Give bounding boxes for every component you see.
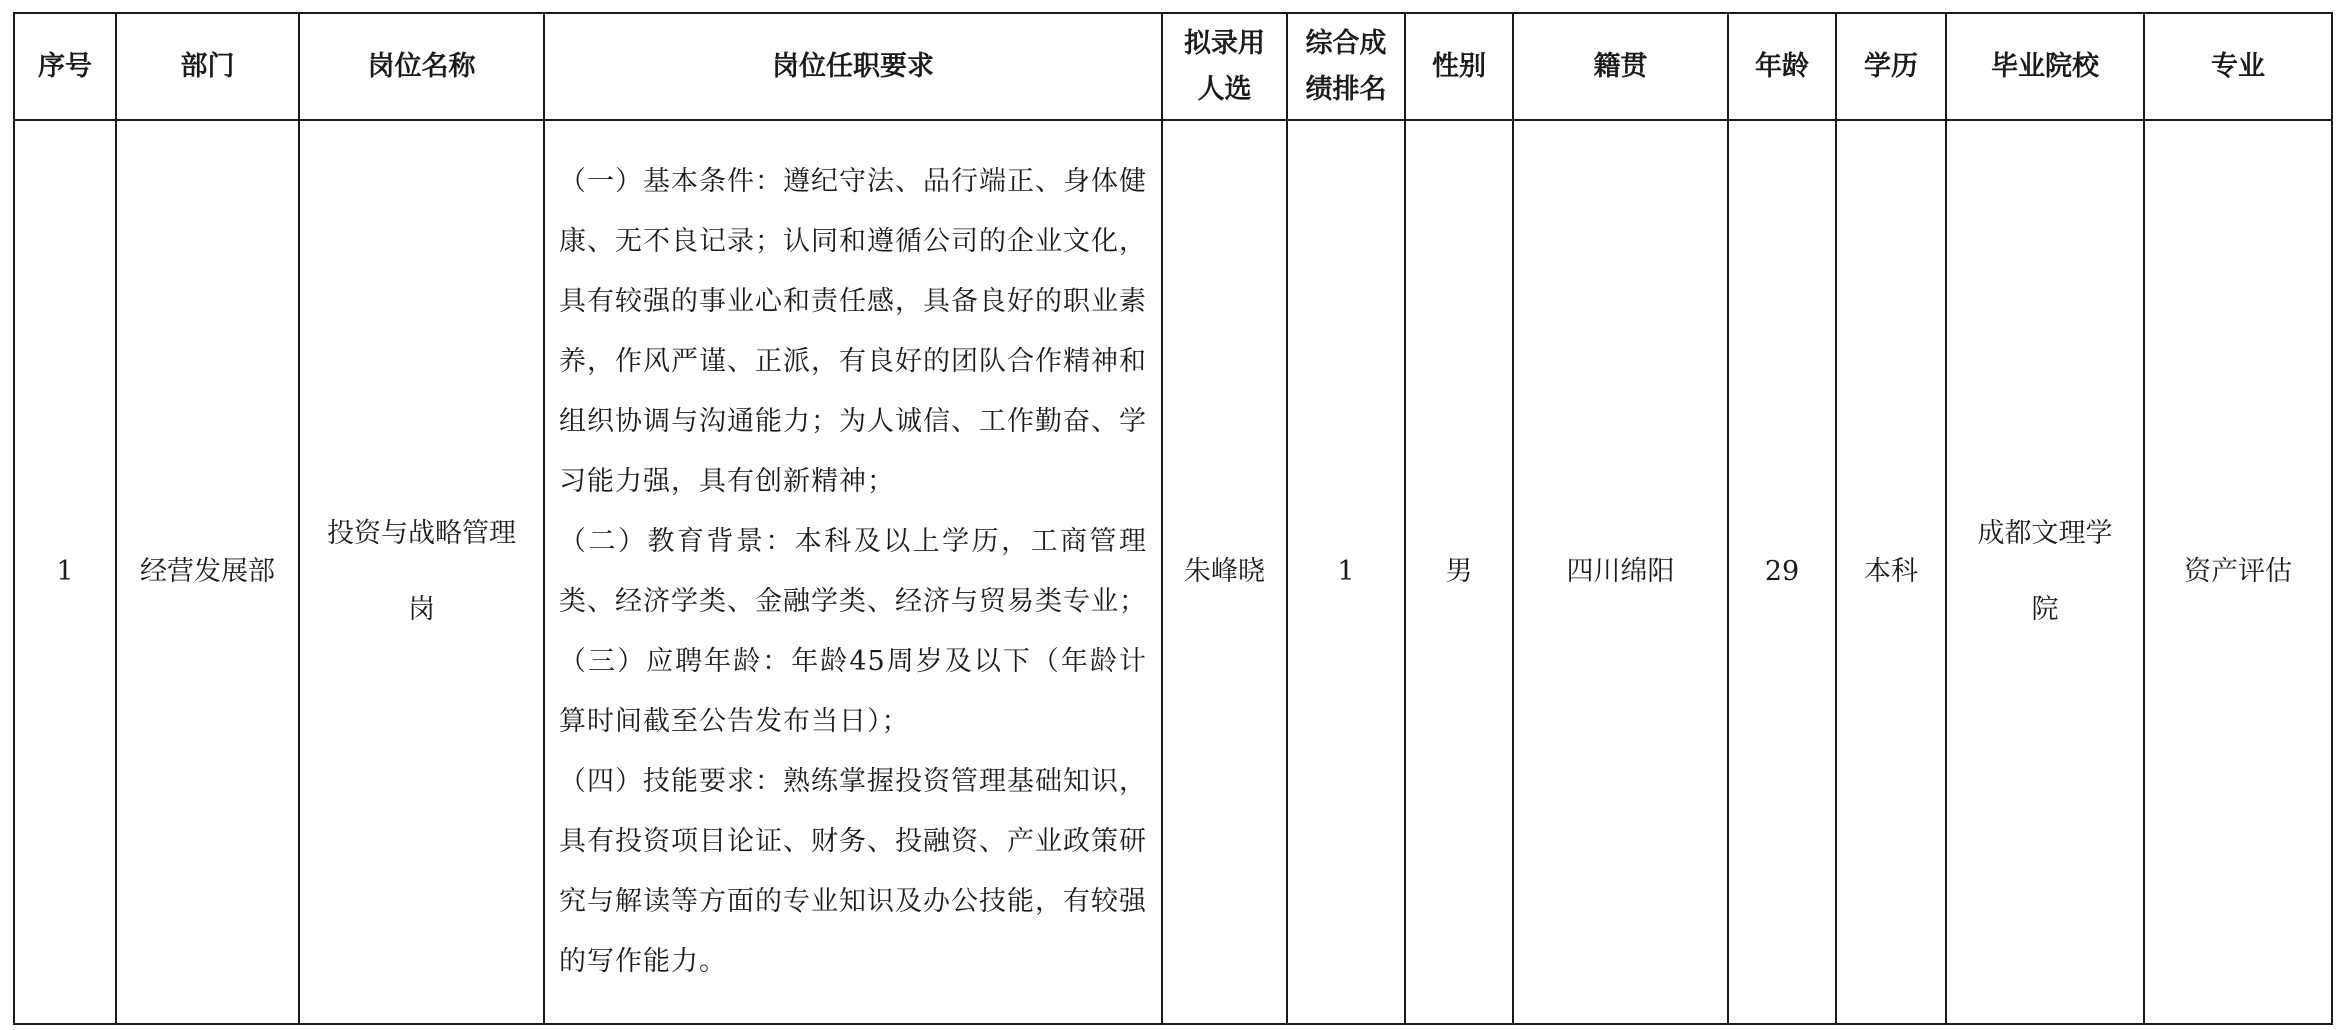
- requirement-basic: （一）基本条件：遵纪守法、品行端正、身体健康、无不良记录；认同和遵循公司的企业文化，具有较强的事业心和责任感，具备良好的职业素养，作风严谨、正派，有良好的团队合作精神和组织协调与沟通能力；为人诚信、工作勤奋、学习能力强，具有创新精神；: [559, 166, 1147, 497]
- cell-education: 本科: [1836, 120, 1946, 1024]
- header-candidate: [1162, 13, 1287, 120]
- cell-major: 资产评估: [2144, 120, 2332, 1024]
- requirement-skills: （四）技能要求：熟练掌握投资管理基础知识，具有投资项目论证、财务、投融资、产业政策研究与解读等方面的专业知识及办公技能，有较强的写作能力。: [559, 766, 1147, 977]
- cell-age: 29: [1728, 120, 1836, 1024]
- cell-school: [1946, 120, 2144, 1024]
- cell-seq: 1: [14, 120, 116, 1024]
- header-dept: 部门: [116, 13, 299, 120]
- header-rank: [1287, 13, 1405, 120]
- cell-school-text: 成都文理学院: [1977, 518, 2113, 625]
- table-row: [14, 120, 2332, 1024]
- cell-gender: 男: [1405, 120, 1513, 1024]
- header-gender: 性别: [1405, 13, 1513, 120]
- header-education: 学历: [1836, 13, 1946, 120]
- cell-rank: 1: [1287, 120, 1405, 1024]
- header-school: 毕业院校: [1946, 13, 2144, 120]
- header-age: 年龄: [1728, 13, 1836, 120]
- cell-candidate: 朱峰晓: [1162, 120, 1287, 1024]
- cell-position: [299, 120, 544, 1024]
- header-position: 岗位名称: [299, 13, 544, 120]
- header-rank-label: 综合成绩排名: [1305, 27, 1387, 105]
- hiring-table: [13, 12, 2333, 1025]
- header-requirements: 岗位任职要求: [544, 13, 1162, 120]
- requirement-age: （三）应聘年龄：年龄45周岁及以下（年龄计算时间截至公告发布当日）；: [559, 646, 1147, 737]
- header-row: [14, 13, 2332, 120]
- cell-requirements: [544, 120, 1162, 1024]
- requirement-education: （二）教育背景：本科及以上学历，工商管理类、经济学类、金融学类、经济与贸易类专业；: [559, 526, 1147, 617]
- header-candidate-label: 拟录用人选: [1184, 27, 1265, 105]
- header-major: 专业: [2144, 13, 2332, 120]
- header-seq: 序号: [14, 13, 116, 120]
- cell-dept: 经营发展部: [116, 120, 299, 1024]
- cell-position-text: 投资与战略管理岗: [327, 518, 516, 625]
- cell-origin: 四川绵阳: [1513, 120, 1728, 1024]
- header-origin: 籍贯: [1513, 13, 1728, 120]
